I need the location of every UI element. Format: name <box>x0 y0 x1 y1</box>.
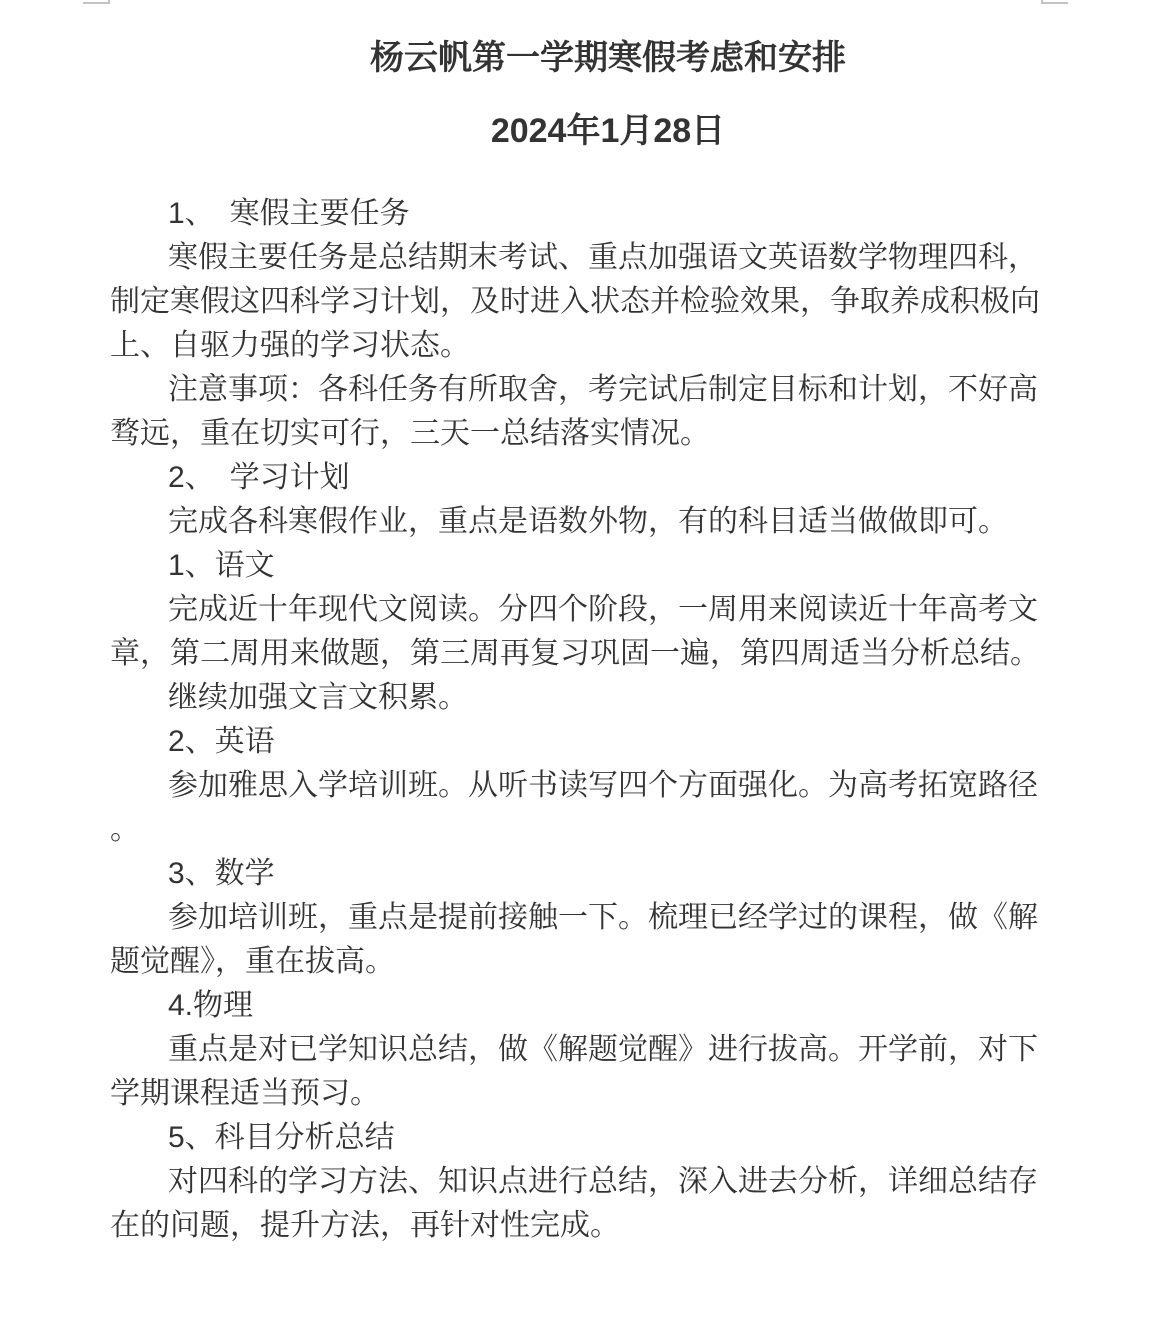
text-line: 参加雅思入学培训班。从听书读写四个方面强化。为高考拓宽路径 <box>168 769 1038 802</box>
document-date: 2024年1月28日 <box>490 112 726 150</box>
text-line: 2、 学习计划 <box>168 461 350 494</box>
document-body <box>110 192 1042 1248</box>
text-line: 寒假主要任务是总结期末考试、重点加强语文英语数学物理四科， <box>168 241 1038 274</box>
text-line: 完成近十年现代文阅读。分四个阶段，一周用来阅读近十年高考文 <box>168 593 1038 626</box>
text-boundary-mark-left <box>83 0 110 4</box>
text-line: 1、语文 <box>168 549 275 582</box>
text-line: 参加培训班，重点是提前接触一下。梳理已经学过的课程，做《解 <box>168 901 1038 934</box>
text-line: 1、 寒假主要任务 <box>168 197 410 230</box>
text-line: 5、科目分析总结 <box>168 1121 395 1154</box>
text-line: 完成各科寒假作业，重点是语数外物，有的科目适当做做即可。 <box>168 505 1008 538</box>
text-line: 2、英语 <box>168 725 275 758</box>
text-line: 制定寒假这四科学习计划，及时进入状态并检验效果，争取养成积极向 <box>110 285 1040 318</box>
text-line: 对四科的学习方法、知识点进行总结，深入进去分析，详细总结存 <box>168 1165 1038 1198</box>
text-line: 3、数学 <box>168 857 275 890</box>
text-line: 章，第二周用来做题，第三周再复习巩固一遍，第四周适当分析总结。 <box>110 637 1040 670</box>
text-line: 。 <box>110 813 140 846</box>
text-line: 重点是对已学知识总结，做《解题觉醒》进行拔高。开学前，对下 <box>168 1033 1038 1066</box>
text-line: 4.物理 <box>168 989 254 1022</box>
text-line: 骛远，重在切实可行，三天一总结落实情况。 <box>110 417 710 450</box>
text-line: 题觉醒》，重在拔高。 <box>110 945 395 978</box>
text-line: 继续加强文言文积累。 <box>168 681 468 714</box>
text-line: 上、自驱力强的学习状态。 <box>110 329 470 362</box>
text-boundary-mark-right <box>1041 0 1068 4</box>
text-line: 学期课程适当预习。 <box>110 1077 380 1110</box>
text-line: 注意事项：各科任务有所取舍，考完试后制定目标和计划，不好高 <box>168 373 1038 406</box>
document-title: 杨云帆第一学期寒假考虑和安排 <box>370 39 846 77</box>
text-line: 在的问题，提升方法，再针对性完成。 <box>110 1209 620 1242</box>
